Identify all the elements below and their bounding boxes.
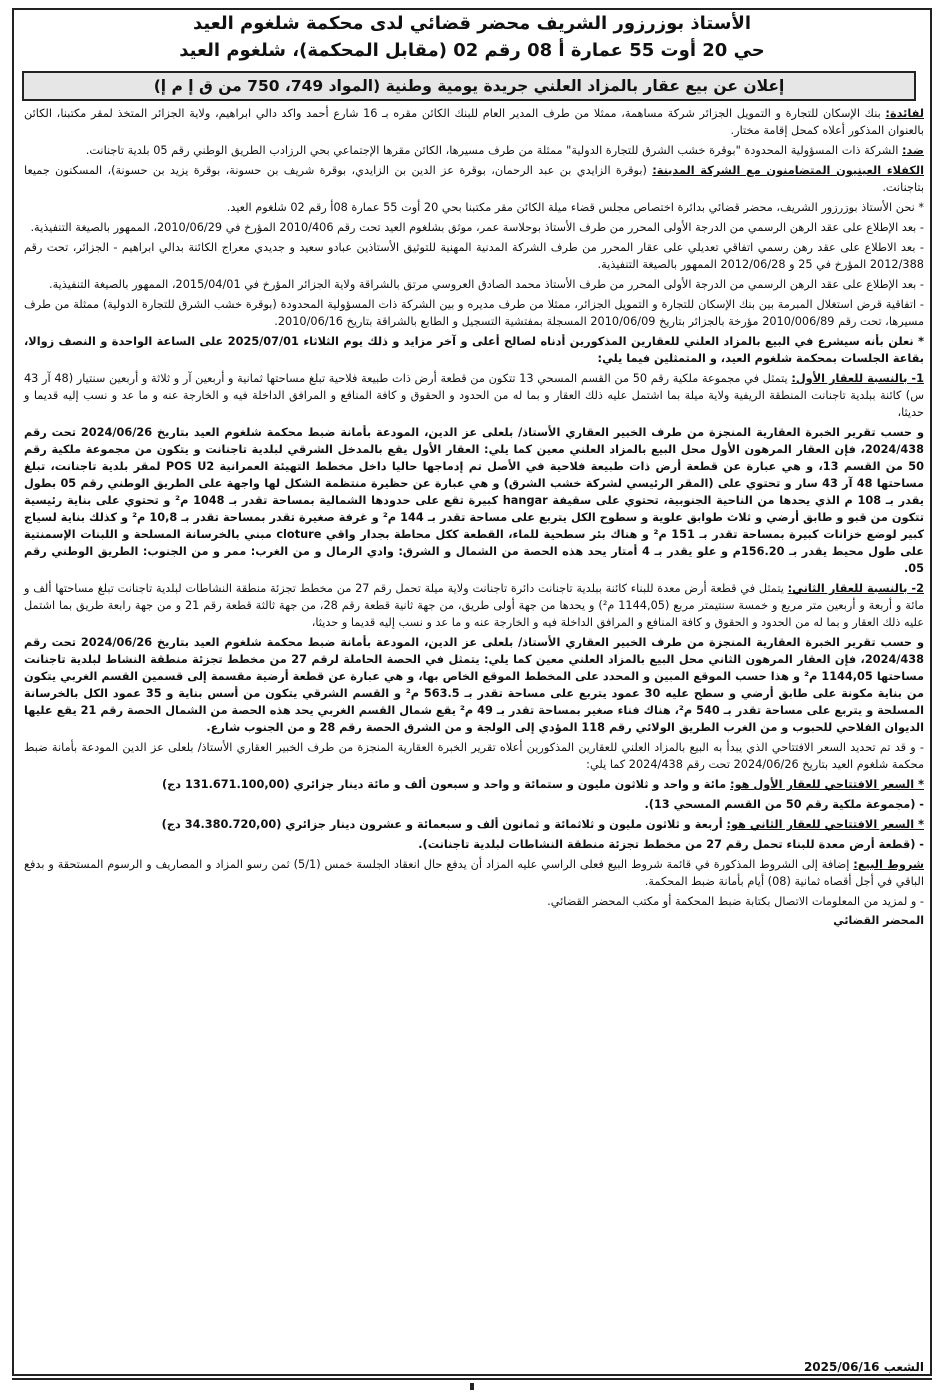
paragraph-label: * السعر الافتتاحي للعقار الأول هو: <box>730 778 924 791</box>
notice-paragraph <box>24 634 924 736</box>
paragraph-label: 1- بالنسبة للعقار الأول: <box>791 372 924 385</box>
paragraph-text: * نعلن بأنه سيشرع في البيع بالمزاد العلني للعقارين المذكورين أدناه لصالح أعلى و آخر مزايد و ذلك يوم الثلاثاء 2025/07/01 على الساعة الواحدة و النصف زوالا، بقاعة الجلسات بمحكمة شلغوم العيد، و المتمثلين فيما يلي: <box>24 335 924 365</box>
auction-notice <box>12 8 932 1376</box>
notice-paragraph <box>24 796 924 813</box>
paragraph-text: - اتفاقية قرض استغلال المبرمة بين بنك الإسكان للتجارة و التمويل الجزائر، ممثلا من طرف مديره و بين الشركة ذات المسؤولية المحدودة (بوقرة خشب الشرق للتجارة الدولية) ممثلة من طرف مسيرها، تحت رقم 2010/006/89 مؤرخة بالجزائر بتاريخ 2010/06/09 المسجلة بمفتشية التسجيل و الطابع بالشراقة بتاريخ 2010/06/16. <box>24 298 924 328</box>
notice-header <box>14 10 930 64</box>
publication-date: الشعب 2025/06/16 <box>800 1360 928 1374</box>
paragraph-label: الكفلاء العينيون المتضامنون مع الشركة المدينة: <box>652 164 924 177</box>
bailiff-name-line: الأستاذ بوزرزور الشريف محضر قضائي لدى محكمة شلغوم العيد <box>192 13 752 34</box>
paragraph-text: - و لمزيد من المعلومات الاتصال بكتابة ضبط المحكمة أو مكتب المحضر القضائي. <box>547 895 924 908</box>
notice-paragraph <box>24 219 924 236</box>
notice-paragraph <box>24 276 924 293</box>
paragraph-text: و حسب تقرير الخبرة العقارية المنجزة من طرف الخبير العقاري الأستاذ/ بلعلى عز الدين، المودعة بأمانة ضبط محكمة شلغوم العيد بتاريخ 2024/06/26 تحت رقم 2024/438، فإن العقار المرهون الأول محل البيع بالمزاد العلني معين كما يلي: العقار الأول يقع بالمدخل الشرقي لبلدية تاجنانت و يتكون من مجموعة ملكية رقم 50 من القسم 13، و هي عبارة عن قطعة أرض ذات طبيعة فلاحية في الأصل تم إدماجها حاليا داخل مخطط التهيئة العمرانية POS U2 لمقر بلدية تاجنانت، تبلغ مساحتها 48 آر 43 سار و تحتوي على (المقر الرئيسي لشركة خشب الشرق) و هي عبارة عن حظيرة منتظمة الشكل لها واجهة على الطريق الوطني رقم 05 بطول يقدر بـ 108 م الذي يحدها من الناحية الجنوبية، تحتوي على سقيفة hangar كبيرة تقع على حدودها الشمالية بمساحة تقدر بـ 1048 م² و تحتوي على بناية رئيسية تتكون من قبو و طابق أرضي و ثلاث طوابق علوية و سطوح الكل يتربع على مساحة تقدر بـ 144 م² و غرفة صغيرة تقدر بمساحة تقدر بـ 10,8 م² و كذلك بناية لسياج كبير لوضع خزانات كبيرة بمساحة تقدر بـ 151 م² و هناك بئر سطحية للماء، القطعة ككل محاطة بجدار واقي cloture مبني بالخرسانة المسلحة و اللبنات الإسمنتية على طول محيط يقدر بـ 156.20م و علو يقدر بـ 4 أمتار يحد هذه الحصة من الشمال و الشرق: وادي الرمال و من الغرب: ممر و من الجنوب: الطريق الوطني رقم 05. <box>24 426 925 575</box>
notice-paragraph <box>24 333 924 367</box>
notice-title-banner: إعلان عن بيع عقار بالمزاد العلني جريدة يومية وطنية (المواد 749، 750 من ق إ م إ) <box>22 71 916 101</box>
paragraph-text: * نحن الأستاذ بوزرزور الشريف، محضر قضائي بدائرة اختصاص مجلس قضاء ميلة الكائن مقر مكتبنا بحي 20 أوت 55 عمارة 08أ رقم 02 شلغوم العيد. <box>226 201 924 214</box>
signature-label: المحضر القضائي <box>833 914 924 927</box>
paragraph-text: (بوقرة الزايدي بن عبد الرحمان، بوقرة عز الدين بن الزايدي، بوقرة شريف بن حسونة، بوقرة يزيد بن حسونة)، المسكنون جميعا بتاجنانت. <box>24 164 924 194</box>
notice-paragraph <box>24 580 924 631</box>
paragraph-text: أربعة و ثلاثون مليون و ثلاثمائة و ثمانون ألف و سبعمائة و عشرون دينار جزائري (34.380.720,00 دج) <box>161 818 727 831</box>
paragraph-text: الشركة ذات المسؤولية المحدودة "بوقرة خشب الشرق للتجارة الدولية" ممثلة من طرف مسيرها، الكائن مقرها الإجتماعي بحي الرزادب الطريق الوطني رقم 05 بلدية تاجنانت. <box>85 144 903 157</box>
paragraph-text: يتمثل في قطعة أرض معدة للبناء كائنة ببلدية تاجنانت دائرة تاجنانت ولاية ميلة تحمل رقم 27 من مخطط تجزئة منطقة النشاطات لبلدية تاجنانت تبلغ مساحتها ألف و مائة و أربعة و أربعين متر مربع و خمسة سنتيمتر مربع (1144,05 م²) و يحدها من جهة أولى طريق، من جهة ثانية قطعة رقم 28، من جهة ثالثة قطعة رقم 21 و من جهة رابعة طريق بما اشتمل عليه ذلك العقار و بما له من الحدود و الحقوق و كافة المنافع و المرافق الداخلة فيه و الخارجة عنه و ما عد و نسب إليه قديما و حديثا، <box>24 582 924 629</box>
notice-paragraph <box>24 816 924 833</box>
paragraph-label: * السعر الافتتاحي للعقار الثاني هو: <box>726 818 924 831</box>
notice-paragraph <box>24 370 924 421</box>
paragraph-text: - بعد الإطلاع على عقد الرهن الرسمي من الدرجة الأولى المحرر من طرف الأستاذ بوحلاسة عمر، موثق بشلغوم العيد تحت رقم 2010/406 المؤرخ في 2010/06/29، الممهور بالصيغة التنفيذية. <box>30 221 924 234</box>
notice-paragraph <box>24 424 924 577</box>
paragraph-text: - (مجموعة ملكية رقم 50 من القسم المسحي 13). <box>644 798 924 811</box>
paragraph-text: يتمثل في مجموعة ملكية رقم 50 من القسم المسحي 13 تتكون من قطعة أرض ذات طبيعة فلاحية تبلغ مساحتها ثمانية و أربعين آر و ثلاثة و أربعين سنتيار (48 آر 43 س) كائنة ببلدية تاجنانت المنطقة الريفية ولاية ميلة بما اشتمل عليه ذلك العقار و بما له من الحدود و الحقوق و كافة المنافع و المرافق الداخلة فيه و الخارجة عنه و ما عد و نسب إليه قديما و حديثا، <box>24 372 924 419</box>
notice-paragraph <box>24 105 924 139</box>
paragraph-text: - بعد الإطلاع على عقد الرهن الرسمي من الدرجة الأولى المحرر من طرف الأستاذ محمد الصادق العروسي مرتق بالشراقة ولاية الجزائر المؤرخ في 2015/04/01، الممهور بالصيغة التنفيذية. <box>49 278 924 291</box>
paragraph-text: بنك الإسكان للتجارة و التمويل الجزائر شركة مساهمة، ممثلا من طرف المدير العام للبنك الكائن مقره بـ 16 شارع أحمد واكد دالي ابراهيم، ولاية الجزائر المتخذ لمقر مكتبنا، الكائن بالعنوان المذكور أعلاه كمحل إقامة مختار. <box>24 107 924 137</box>
paragraph-label: ضد: <box>902 144 924 157</box>
notice-paragraph <box>24 239 924 273</box>
notice-paragraph <box>24 836 924 853</box>
paragraph-text: - بعد الاطلاع على عقد رهن رسمي اتفاقي تعديلي على عقار المحرر من طرف الشركة المدنية المهنية للتوثيق الأستاذين عبادو سعيد و جديدي معراج الكائنة بدالي ابراهيم - الجزائر، تحت رقم 2012/388 المؤرخ في 25 و 2012/06/28 الممهور بالصيغة التنفيذية. <box>24 241 924 271</box>
notice-paragraph <box>24 776 924 793</box>
paragraph-label: 2- بالنسبة للعقار الثاني: <box>787 582 924 595</box>
notice-footer <box>14 914 930 927</box>
paragraph-label: لفائدة: <box>885 107 924 120</box>
notice-paragraph <box>24 162 924 196</box>
notice-paragraph <box>24 893 924 910</box>
paragraph-text: مائة و واحد و ثلاثون مليون و ستمائة و واحد و سبعون ألف و مائة دينار جزائري (131.671.100,00 دج) <box>161 778 731 791</box>
column-divider <box>470 1383 474 1390</box>
notice-paragraph <box>24 199 924 216</box>
notice-paragraph <box>24 296 924 330</box>
paragraph-label: شروط البيع: <box>853 858 924 871</box>
paragraph-text: - (قطعة أرض معدة للبناء تحمل رقم 27 من مخطط تجزئة منطقة النشاطات لبلدية تاجنانت). <box>418 838 924 851</box>
paragraph-text: - و قد تم تحديد السعر الافتتاحي الذي يبدأ به البيع بالمزاد العلني للعقارين المذكورين أعلاه تقرير الخبرة العقارية المنجزة من طرف الخبير العقاري الأستاذ/ بلعلى عز الدين المودعة بأمانة ضبط محكمة شلغوم العيد بتاريخ 2024/06/26 تحت رقم 2024/438 كما يلي: <box>24 741 924 771</box>
paragraph-text: و حسب تقرير الخبرة العقارية المنجزة من طرف الخبير العقاري الأستاذ/ بلعلى عز الدين، المودعة بأمانة ضبط محكمة شلغوم العيد بتاريخ 2024/06/26 تحت رقم 2024/438، فإن العقار المرهون الثاني محل البيع بالمزاد العلني معين كما يلي: يتمثل في الحصة الحاملة لرقم 27 من مخطط تجزئة منطقة النشاط لبلدية تاجنانت مساحتها 1144,05 م² و هذا حسب الموقع المبين و المحدد على المخطط الموقع الخاص بها، و هي عبارة عن قطعة أرضية مقسمة إلى قسمين القسم الغربي يتكون من بناية مكونة على طابق أرضي و سطح عليه 30 عمود يتربع على مساحة تقدر بـ 563.5 م² و القسم الشرقي يتكون من أسس بناية و 35 عمود الكل بالخرسانة المسلحة و يتربع على مساحة تقدر بـ 540 م²، هناك فناء صغير بمساحة تقدر بـ 49 م² يقع شمال القسم الغربي يحد هذه الحصة من الشمال الحصة رقم 21 يقع عليها الديوان الفلاحي للحبوب و من الغرب الطريق الولائي رقم 118 المؤدي إلى الولجة و من الشرق الحصة رقم 28 و من الجنوب شارع. <box>24 636 925 734</box>
paragraph-text: إضافة إلى الشروط المذكورة في قائمة شروط البيع فعلى الراسي عليه المزاد أن يدفع حال انعقاد الجلسة خمس (5/1) ثمن رسو المزاد و المصاريف و الرسوم المستحقة و بدفع الباقي في أجل أقصاه ثمانية (08) أيام بأمانة ضبط المحكمة. <box>24 858 924 888</box>
notice-paragraph <box>24 142 924 159</box>
bailiff-address-line: حي 20 أوت 55 عمارة أ 08 رقم 02 (مقابل المحكمة)، شلغوم العيد <box>179 40 765 61</box>
notice-paragraph <box>24 739 924 773</box>
notice-body <box>14 105 930 910</box>
notice-paragraph <box>24 856 924 890</box>
